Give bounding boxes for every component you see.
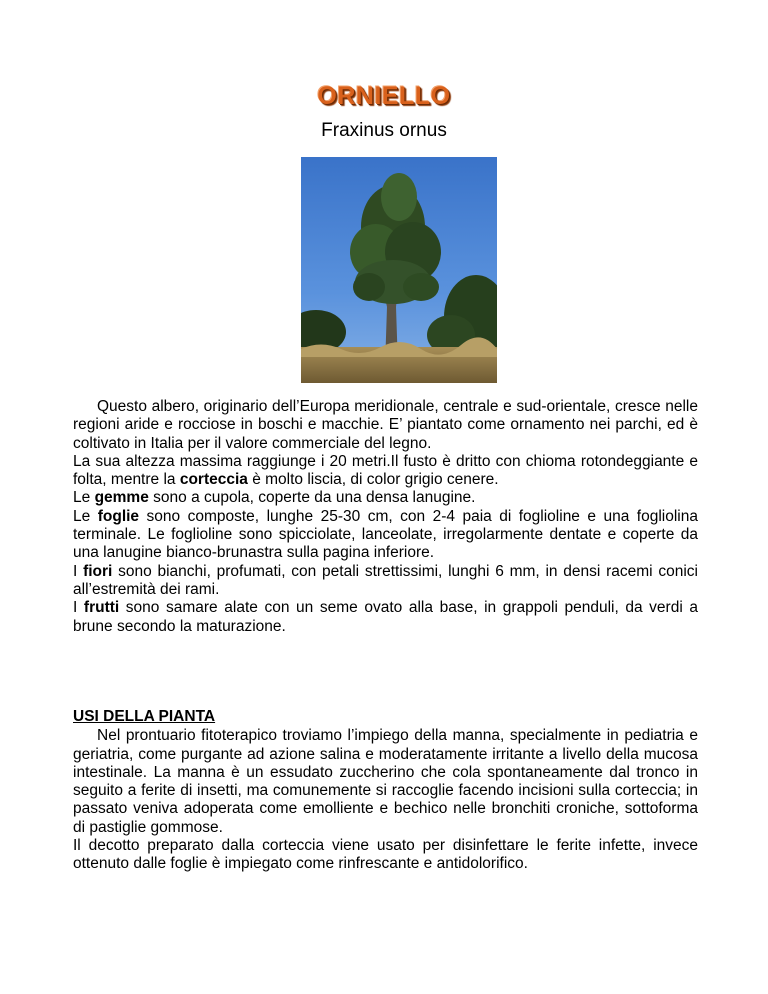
scientific-name: Fraxinus ornus (321, 120, 447, 141)
fruits-paragraph (73, 599, 698, 636)
fruits-text: I (73, 599, 84, 617)
flowers-text-end: sono bianchi, profumati, con petali strettissimi, lunghi 6 mm, in densi racemi conici all’estremità dei rami. (73, 562, 698, 598)
uses-heading: USI DELLA PIANTA (73, 708, 216, 725)
leaves-text: Le (73, 507, 98, 525)
intro-paragraph: Questo albero, originario dell’Europa meridionale, centrale e sud-orientale, cresce nelle regioni aride e rocciose in boschi e macchie. E’ piantato come ornamento nei parchi, ed è coltivato in Italia per il valore commerciale del legno. (73, 398, 698, 452)
bark-term: corteccia (179, 471, 248, 489)
fruits-term: frutti (83, 599, 120, 617)
height-paragraph (73, 453, 698, 490)
leaves-paragraph (73, 508, 698, 563)
leaves-text-end: sono composte, lunghe 25-30 cm, con 2-4 paia di foglioline e una fogliolina terminale. Le foglioline sono spicciolate, lanceolate, irregolarmente dentate e coperte da una lanugine bianco-brunastra sulla pagina inferiore. (73, 507, 698, 562)
description-section (73, 398, 698, 636)
flowers-paragraph (73, 563, 698, 600)
tree-photo (301, 157, 497, 383)
flowers-text: I (73, 562, 84, 580)
flowers-term: fiori (83, 562, 113, 580)
fruits-text-end: sono samare alate con un seme ovato alla base, in grappoli penduli, da verdi a brune secondo la maturazione. (73, 599, 698, 635)
buds-paragraph (73, 489, 698, 507)
uses-section (73, 708, 698, 874)
page-title: ORNIELLO (317, 82, 451, 110)
height-text: La sua altezza massima raggiunge i 20 metri.Il fusto è dritto con chioma rotondeggiante e folta, mentre la (73, 452, 698, 489)
buds-text-end: sono a cupola, coperte da una densa lanugine. (148, 489, 476, 507)
uses-paragraph-1: Nel prontuario fitoterapico troviamo l’impiego della manna, specialmente in pediatria e geriatria, come purgante ad azione salina e moderatamente irritante a livello della mucosa intestinale. La manna è un essudato zuccherino che cola spontaneamente dal tronco in seguito a ferite di insetti, ma comunemente si raccoglie facendo incisioni sulla corteccia; in passato veniva adoperata come emolliente e bechico nelle bronchiti croniche, sottoforma di pastiglie gommose. (73, 727, 698, 836)
leaves-term: foglie (97, 507, 140, 525)
buds-term: gemme (94, 489, 149, 507)
height-text-end: è molto liscia, di color grigio cenere. (247, 471, 499, 489)
uses-paragraph-2: Il decotto preparato dalla corteccia viene usato per disinfettare le ferite infette, invece ottenuto dalle foglie è impiegato come rinfrescante e antidolorifico. (73, 837, 698, 873)
buds-text: Le (73, 489, 95, 507)
